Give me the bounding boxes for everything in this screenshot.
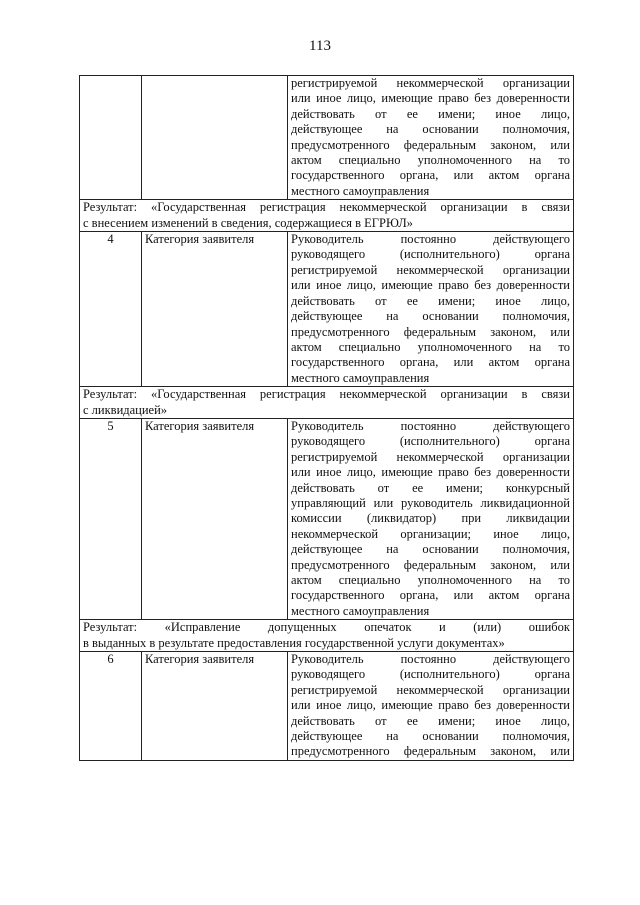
applicant-description (288, 232, 574, 387)
description-line: актом специально уполномоченного на то (291, 153, 570, 168)
description-line: регистрируемой некоммерческой организации (291, 449, 570, 464)
table-row (80, 232, 574, 387)
table-body (80, 76, 574, 761)
table-row (80, 652, 574, 761)
description-line: комиссии (ликвидатор) при ликвидации (291, 511, 570, 526)
result-row (80, 620, 574, 652)
table-row (80, 76, 574, 200)
description-line: предусмотренного федеральным законом, или (291, 324, 570, 339)
description-line: руководящего (исполнительного) органа (291, 434, 570, 449)
result-line: с внесением изменений в сведения, содержащиеся в ЕГРЮЛ» (83, 215, 413, 230)
description-line: актом специально уполномоченного на то (291, 339, 570, 354)
category-label (142, 76, 288, 200)
description-line: регистрируемой некоммерческой организации (291, 682, 570, 697)
category-label: Категория заявителя (142, 232, 288, 387)
row-number: 5 (80, 418, 142, 619)
result-line: Результат: «Исправление допущенных опечаток и (или) ошибок (83, 620, 570, 635)
applicant-category-table (79, 75, 574, 761)
description-line: или иное лицо, имеющие право без доверенности (291, 698, 570, 713)
row-number: 4 (80, 232, 142, 387)
result-line: с ликвидацией» (83, 402, 168, 417)
description-line: государственного органа, или актом органа (291, 355, 570, 370)
applicant-description (288, 76, 574, 200)
applicant-description (288, 418, 574, 619)
description-line: актом специально уполномоченного на то (291, 573, 570, 587)
category-label: Категория заявителя (142, 418, 288, 619)
row-number: 6 (80, 652, 142, 761)
description-line: или иное лицо, имеющие право без доверенности (291, 465, 570, 480)
result-line: Результат: «Государственная регистрация некоммерческой организации в связи (83, 387, 570, 402)
description-line: предусмотренного федеральным законом, или (291, 744, 570, 759)
result-text (80, 620, 574, 652)
description-line: действующее на основании полномочия, (291, 729, 570, 744)
description-line: действовать от ее имени; иное лицо, (291, 713, 570, 728)
table-row (80, 418, 574, 619)
description-line: действовать от ее имени; конкурсный (291, 480, 570, 495)
description-line: государственного органа, или актом органа (291, 168, 570, 183)
description-line: государственного органа, или актом органа (291, 588, 570, 603)
description-line: действовать от ее имени; иное лицо, (291, 106, 570, 121)
category-label: Категория заявителя (142, 652, 288, 761)
description-line: действующее на основании полномочия, (291, 122, 570, 137)
result-line: Результат: «Государственная регистрация некоммерческой организации в связи (83, 200, 570, 215)
row-number (80, 76, 142, 200)
result-text (80, 387, 574, 419)
description-line: Руководитель постоянно действующего (291, 232, 570, 247)
applicant-description (288, 652, 574, 761)
description-line: действующее на основании полномочия, (291, 542, 570, 557)
description-line: предусмотренного федеральным законом, или (291, 137, 570, 152)
description-line: регистрируемой некоммерческой организации (291, 262, 570, 277)
description-line: регистрируемой некоммерческой организации (291, 76, 570, 90)
page-number: 113 (309, 38, 331, 54)
description-line: предусмотренного федеральным законом, или (291, 557, 570, 572)
description-line: Руководитель постоянно действующего (291, 652, 570, 667)
description-line: управляющий или руководитель ликвидационной (291, 495, 570, 510)
result-row (80, 387, 574, 419)
description-line: Руководитель постоянно действующего (291, 418, 570, 433)
description-line: действовать от ее имени; иное лицо, (291, 293, 570, 308)
description-line: местного самоуправления (291, 183, 430, 198)
result-row (80, 200, 574, 232)
description-line: руководящего (исполнительного) органа (291, 667, 570, 682)
result-text (80, 200, 574, 232)
description-line: действующее на основании полномочия, (291, 309, 570, 324)
result-line: в выданных в результате предоставления государственной услуги документах» (83, 635, 505, 650)
description-line: местного самоуправления (291, 603, 430, 618)
description-line: некоммерческой организации; иное лицо, (291, 526, 570, 541)
description-line: местного самоуправления (291, 370, 430, 385)
description-line: или иное лицо, имеющие право без доверенности (291, 278, 570, 293)
description-line: руководящего (исполнительного) органа (291, 247, 570, 262)
description-line: или иное лицо, имеющие право без доверенности (291, 91, 570, 106)
